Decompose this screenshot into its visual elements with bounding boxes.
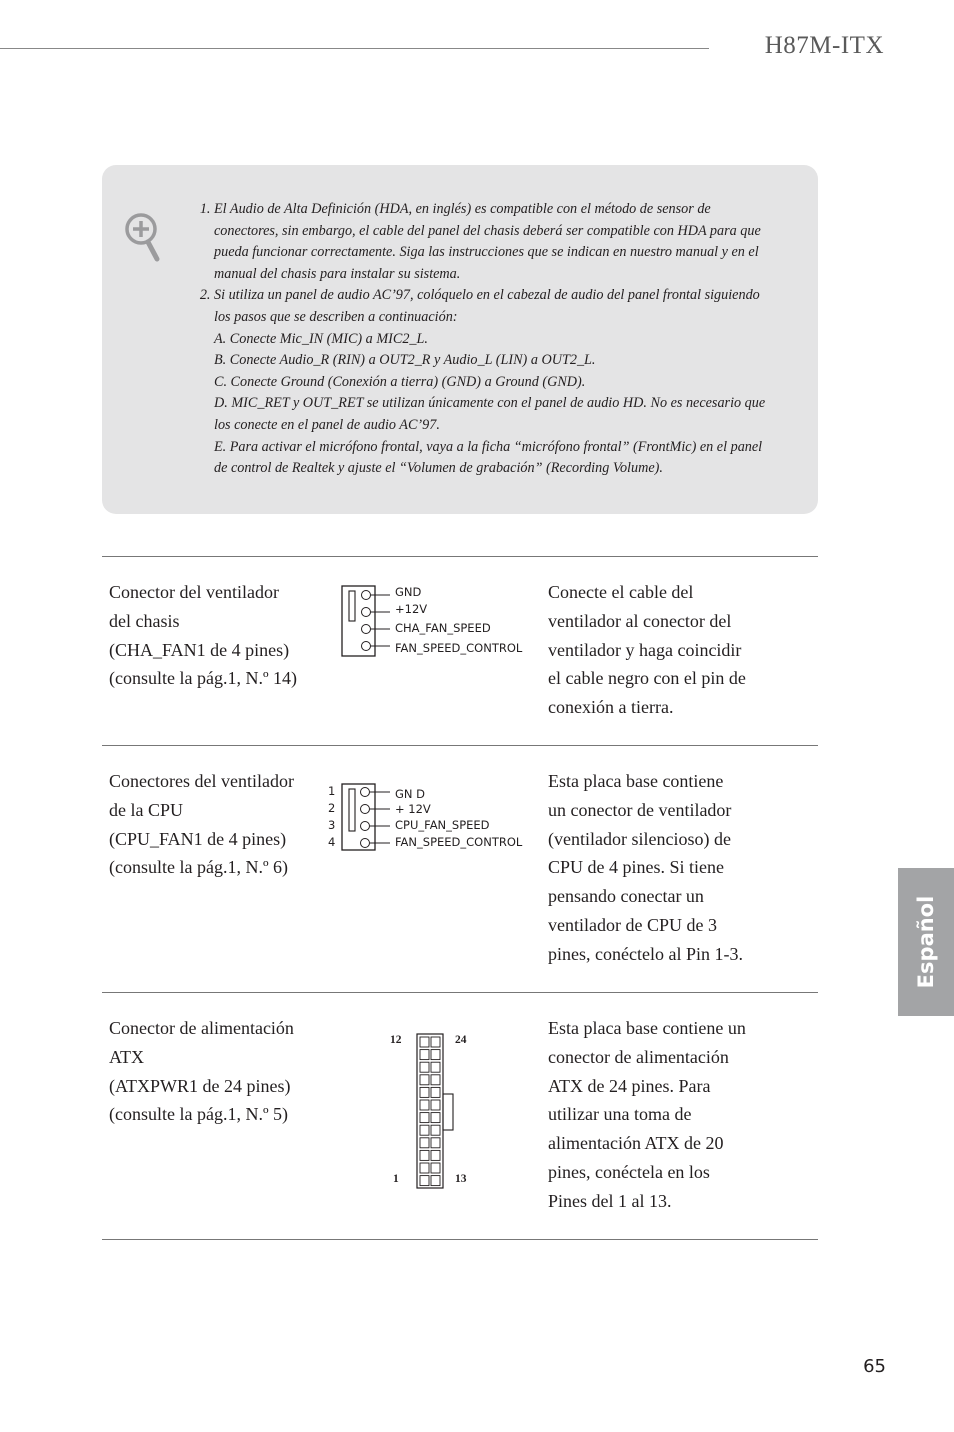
pin-corner-label: 13 (455, 1173, 467, 1185)
language-tab (898, 868, 954, 1016)
cpu-fan-title (109, 767, 324, 882)
atx-power-description (548, 1014, 773, 1216)
atx-pin (431, 1050, 440, 1060)
title-line: Conector de alimentación (109, 1018, 294, 1038)
desc-line: ventilador y haga coincidir (548, 639, 742, 660)
note-step-b: B. Conecte Audio_R (RIN) a OUT2_R y Audio_L (LIN) a OUT2_L. (214, 352, 596, 369)
desc-line: pensando conectar un (548, 886, 704, 907)
language-tab-label: Español (914, 895, 938, 989)
cpu-fan-description (548, 767, 773, 969)
desc-line: conexión a tierra. (548, 697, 674, 718)
atx-pin (431, 1100, 440, 1110)
pin-number: 2 (328, 801, 336, 815)
title-line: (consulte la pág.1, N.º 6) (109, 857, 289, 878)
atx-pin (420, 1087, 429, 1097)
title-line: (consulte la pág.1, N.º 14) (109, 668, 298, 689)
desc-line: ATX de 24 pines. Para (548, 1075, 711, 1096)
note-list (192, 199, 774, 480)
pin-label: GN D (395, 787, 426, 801)
atx-pin (431, 1163, 440, 1173)
note-box (102, 165, 818, 514)
atx-pin (431, 1087, 440, 1097)
desc-line: conector de alimentación (548, 1046, 729, 1067)
note-step-d: D. MIC_RET y OUT_RET se utilizan únicamente con el panel de audio HD. No es necesario que los conecte en el panel de audio AC’97. (214, 395, 766, 433)
atx-pin (420, 1050, 429, 1060)
model-name: H87M-ITX (764, 32, 884, 59)
desc-line: Esta placa base contiene un (548, 1018, 746, 1038)
title-line: (consulte la pág.1, N.º 5) (109, 1104, 289, 1125)
pin-corner-label: 12 (390, 1034, 402, 1046)
desc-line: Pines del 1 al 13. (548, 1190, 672, 1211)
title-line: (CPU_FAN1 de 4 pines) (109, 828, 287, 849)
atx-pin (420, 1163, 429, 1173)
atx-pin (431, 1075, 440, 1085)
title-line: de la CPU (109, 799, 183, 820)
atx-pin (431, 1062, 440, 1072)
atx-pin (431, 1113, 440, 1123)
note-item-1 (214, 199, 774, 285)
atx-pin (431, 1150, 440, 1160)
cha-fan-description (548, 578, 773, 722)
desc-line: (ventilador silencioso) de (548, 828, 731, 849)
page-number: 65 (863, 1356, 886, 1377)
desc-line: utilizar una toma de (548, 1104, 692, 1125)
atx-pin (431, 1125, 440, 1135)
pin-label: CPU_FAN_SPEED (395, 818, 490, 832)
atx-pin (420, 1113, 429, 1123)
atx-pin (420, 1150, 429, 1160)
desc-line: ventilador al conector del (548, 610, 732, 631)
magnifier-plus-icon (124, 211, 162, 263)
title-line: del chasis (109, 610, 180, 631)
pin-label: FAN_SPEED_CONTROL (395, 641, 523, 655)
note-item-1-text: 1. El Audio de Alta Definición (HDA, en inglés) es compatible con el método de sensor de conectores, sin embargo, el cable del panel del chasis deberá ser compatible con HDA para que pueda funcionar correctamente. Siga las instrucciones que se indican en nuestro manual y en el manual del chasis para instalar su sistema. (214, 201, 761, 282)
title-line: (ATXPWR1 de 24 pines) (109, 1075, 291, 1096)
atx-pin (420, 1138, 429, 1148)
desc-line: Esta placa base contiene (548, 771, 724, 791)
desc-line: pines, conéctela en los (548, 1161, 710, 1182)
note-step-e: E. Para activar el micrófono frontal, vaya a la ficha “micrófono frontal” (FrontMic) en el panel de control de Realtek y ajuste el “Volumen de grabación” (Recording Volume). (214, 438, 763, 477)
pin-label: GND (395, 585, 422, 599)
pin-label: FAN_SPEED_CONTROL (395, 835, 523, 849)
desc-line: un conector de ventilador (548, 799, 732, 820)
note-item-2 (214, 285, 774, 479)
note-item-2-text: 2. Si utiliza un panel de audio AC’97, colóquelo en el cabezal de audio del panel frontal siguiendo los pasos que se describen a continuación: (214, 287, 760, 325)
table-rule (102, 745, 818, 746)
pin-corner-label: 24 (455, 1034, 467, 1046)
atx-pin (420, 1062, 429, 1072)
table-rule (102, 1239, 818, 1240)
pin-label: +12V (395, 602, 428, 616)
atx-power-title (109, 1014, 324, 1129)
desc-line: el cable negro con el pin de (548, 668, 746, 689)
desc-line: ventilador de CPU de 3 (548, 914, 717, 935)
title-line: Conector del ventilador (109, 582, 279, 602)
pin-corner-label: 1 (393, 1173, 399, 1185)
atx-24pin-connector-diagram (413, 1032, 457, 1190)
atx-pin (420, 1176, 429, 1186)
pin-number: 1 (328, 784, 336, 798)
atx-pin (420, 1125, 429, 1135)
header-rule (0, 48, 709, 49)
table-rule (102, 556, 818, 557)
pin-label: CHA_FAN_SPEED (395, 621, 491, 635)
title-line: Conectores del ventilador (109, 771, 294, 791)
atx-pin (431, 1138, 440, 1148)
atx-pin (420, 1037, 429, 1047)
atx-pin (420, 1075, 429, 1085)
title-line: ATX (109, 1046, 144, 1067)
atx-pin (420, 1100, 429, 1110)
desc-line: pines, conéctelo al Pin 1-3. (548, 943, 743, 964)
desc-line: CPU de 4 pines. Si tiene (548, 857, 724, 878)
table-rule (102, 992, 818, 993)
pin-number: 3 (328, 818, 336, 832)
title-line: (CHA_FAN1 de 4 pines) (109, 639, 290, 660)
desc-line: alimentación ATX de 20 (548, 1133, 724, 1154)
cha-fan-title (109, 578, 324, 693)
atx-pin (431, 1176, 440, 1186)
atx-pin (431, 1037, 440, 1047)
pin-label: + 12V (395, 802, 431, 816)
desc-line: Conecte el cable del (548, 582, 694, 602)
pin-number: 4 (328, 835, 336, 849)
note-step-a: A. Conecte Mic_IN (MIC) a MIC2_L. (214, 330, 428, 347)
note-step-c: C. Conecte Ground (Conexión a tierra) (GND) a Ground (GND). (214, 373, 586, 390)
